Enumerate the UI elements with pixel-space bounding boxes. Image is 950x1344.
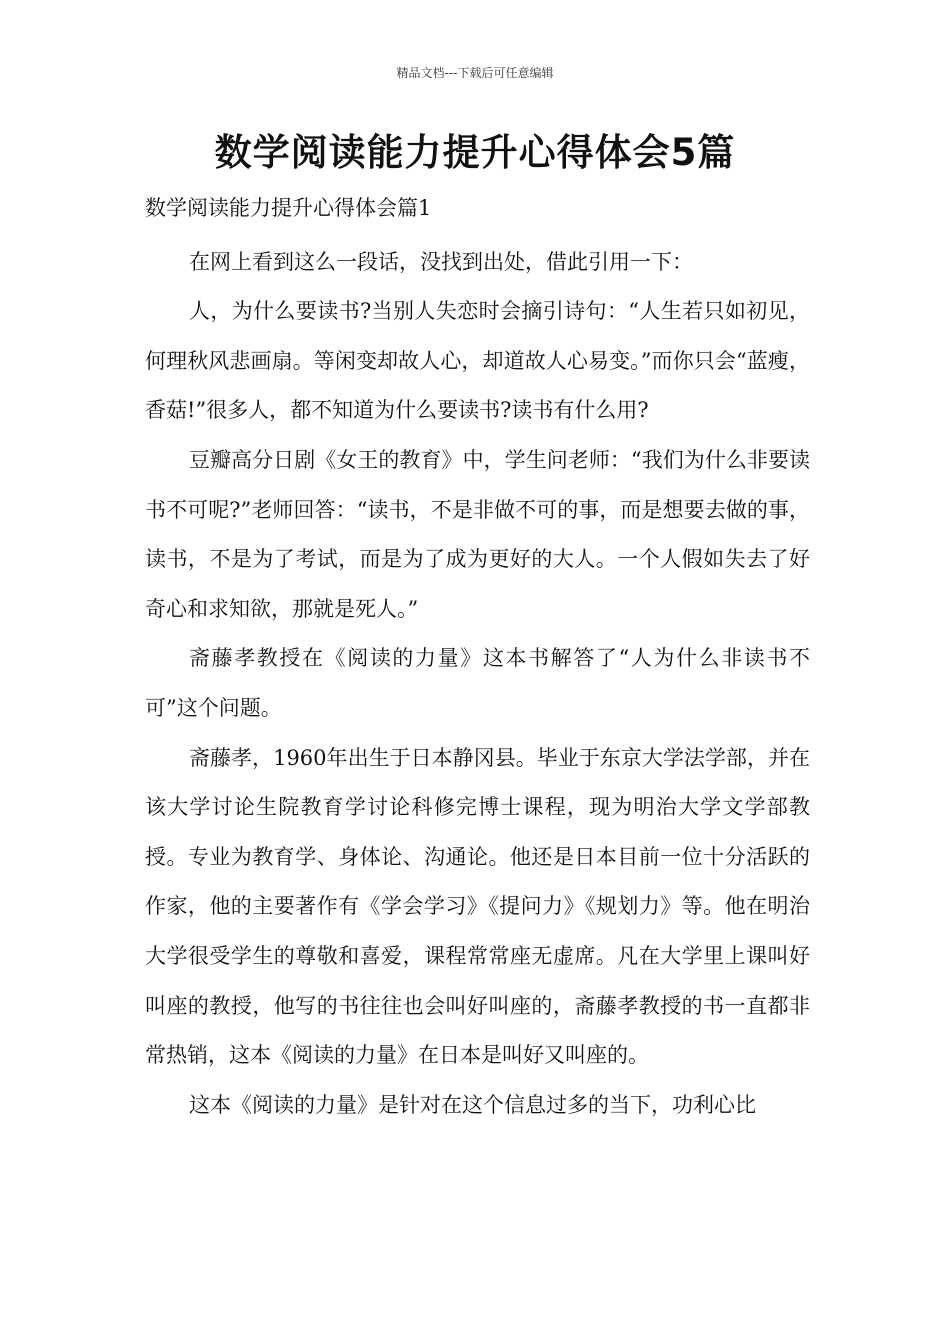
document-body — [145, 184, 810, 1130]
paragraph-6: 这本《阅读的力量》是针对在这个信息过多的当下，功利心比 — [189, 1092, 756, 1117]
paragraph-4: 斋藤孝教授在《阅读的力量》这本书解答了“人为什么非读书不可”这个问题。 — [145, 646, 810, 720]
paragraph-2: 人，为什么要读书?当别人失恋时会摘引诗句：“人生若只如初见，何理秋风悲画扇。等闲变却故人心，却道故人心易变。”而你只会“蓝瘦，香菇!”很多人，都不知道为什么要读书?读书有什么用? — [145, 299, 810, 423]
section-subtitle: 数学阅读能力提升心得体会篇1 — [145, 196, 432, 220]
document-title: 数学阅读能力提升心得体会5篇 — [214, 131, 736, 174]
header-note: 精品文档---下载后可任意编辑 — [396, 66, 554, 80]
paragraph-1: 在网上看到这么一段话，没找到出处，借此引用一下： — [189, 249, 693, 274]
paragraph-3: 豆瓣高分日剧《女王的教育》中，学生问老师：“我们为什么非要读书不可呢?”老师回答：“读书，不是非做不可的事，而是想要去做的事，读书，不是为了考试，而是为了成为更好的大人。一个人假如失去了好奇心和求知欲，那就是死人。” — [145, 447, 810, 621]
paragraph-5: 斋藤孝，1960年出生于日本静冈县。毕业于东京大学法学部，并在该大学讨论生院教育学讨论科修完博士课程，现为明治大学文学部教授。专业为教育学、身体论、沟通论。他还是日本目前一位十分活跃的作家，他的主要著作有《学会学习》《提问力》《规划力》等。他在明治大学很受学生的尊敬和喜爱，课程常常座无虚席。凡在大学里上课叫好叫座的教授，他写的书往往也会叫好叫座的，斋藤孝教授的书一直都非常热销，这本《阅读的力量》在日本是叫好又叫座的。 — [145, 745, 810, 1068]
